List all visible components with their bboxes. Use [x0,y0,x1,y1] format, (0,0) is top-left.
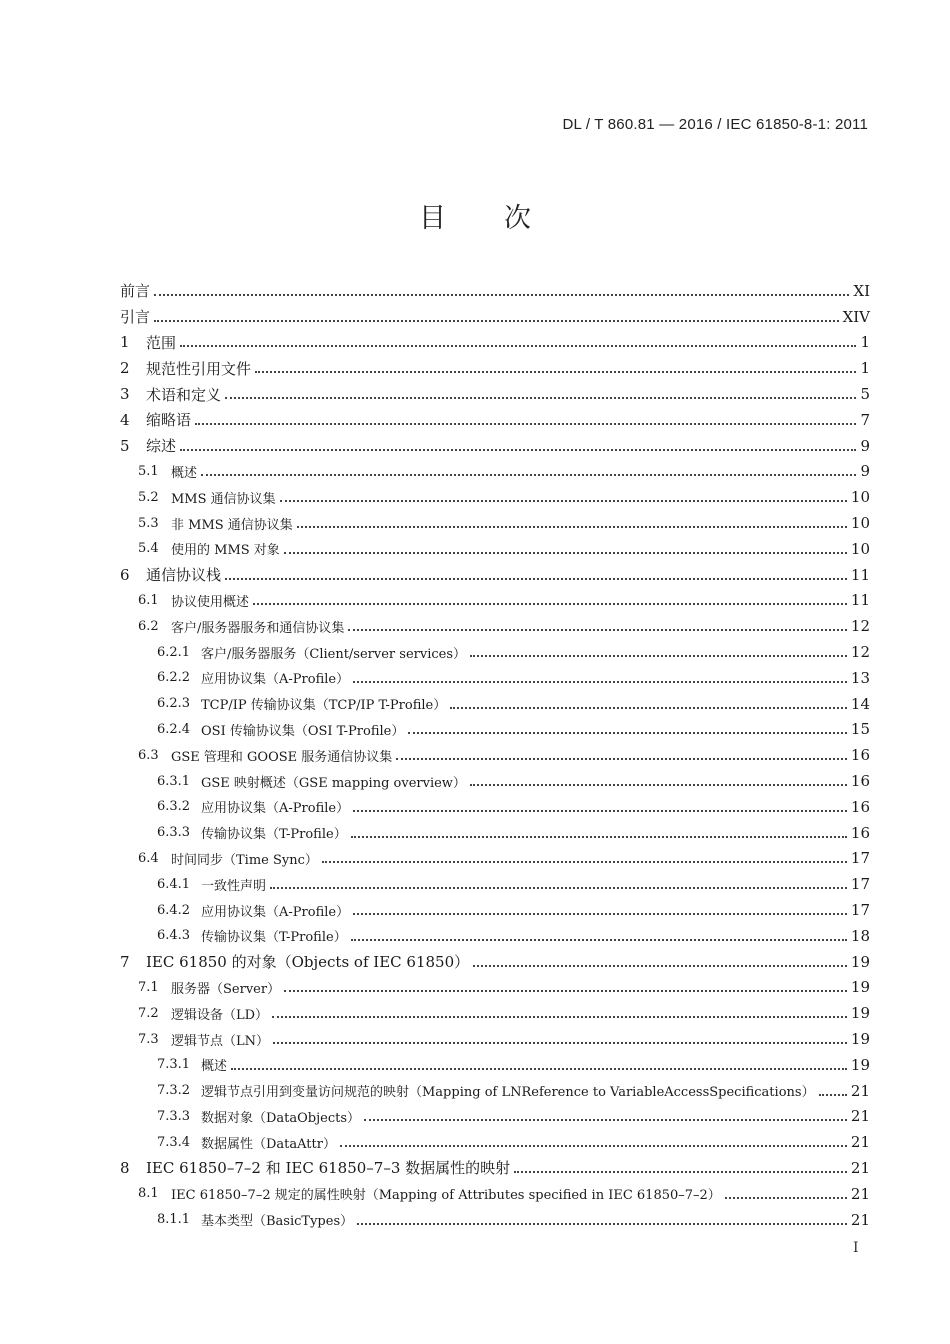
toc-entry-number: 6.2.3 [157,696,191,712]
toc-entry-label: 逻辑设备（LD） [171,1007,269,1023]
toc-entry-number: 4 [120,410,130,429]
toc-entry-number: 6.2.2 [157,670,191,686]
toc-entry-page: 10 [850,539,870,558]
toc-leader-dots [408,732,847,734]
toc-entry[interactable] [120,407,870,433]
toc-entry-page: 14 [850,694,870,713]
toc-entry[interactable] [120,588,870,614]
toc-leader-dots [201,474,856,476]
toc-leader-dots [353,913,847,915]
toc-leader-dots [725,1197,847,1199]
toc-entry-label: 数据对象（DataObjects） [201,1110,361,1126]
toc-entry-label: 引言 [120,308,151,327]
toc-entry-number: 6.4 [138,850,159,866]
toc-entry-page: 12 [850,643,870,662]
toc-entry-label: 传输协议集（T-Profile） [201,930,347,946]
toc-entry[interactable] [120,304,870,330]
toc-entry-number: 7.3.4 [157,1134,191,1150]
toc-leader-dots [357,1223,847,1225]
toc-entry-number: 7.2 [138,1005,159,1021]
toc-leader-dots [284,552,847,554]
toc-entry-page: 10 [850,488,870,507]
page-number: I [853,1240,859,1256]
toc-leader-dots [340,1145,847,1147]
toc-leader-dots [195,423,856,425]
toc-entry[interactable] [120,691,870,717]
toc-leader-dots [225,578,847,580]
toc-entry-page: XIV [842,307,870,326]
toc-entry-label: 一致性声明 [201,878,267,894]
toc-entry-page: 17 [850,849,870,868]
toc-entry-page: 12 [850,617,870,636]
toc-leader-dots [253,603,847,605]
toc-entry-number: 8.1.1 [157,1212,191,1228]
toc-entry-number: 7.1 [138,979,159,995]
toc-leader-dots [351,939,847,941]
toc-leader-dots [450,707,847,709]
toc-entry[interactable] [120,1078,870,1104]
toc-leader-dots [284,990,847,992]
toc-entry-label: IEC 61850 的对象（Objects of IEC 61850） [146,953,470,972]
toc-entry[interactable] [120,1155,870,1181]
page-title: 目次 [419,203,589,234]
toc-entry-label: 客户/服务器服务和通信协议集 [171,620,345,636]
toc-entry-number: 6 [120,565,130,584]
toc-entry-label: GSE 管理和 GOOSE 服务通信协议集 [171,749,393,765]
toc-entry[interactable] [120,949,870,975]
toc-entry-page: 21 [850,1184,870,1203]
toc-leader-dots [231,1068,847,1070]
toc-leader-dots [353,681,847,683]
toc-entry-page: 1 [860,359,870,378]
toc-leader-dots [353,810,847,812]
toc-leader-dots [297,526,847,528]
toc-entry-label: 概述 [171,465,198,481]
toc-leader-dots [180,345,856,347]
toc-entry[interactable] [120,871,870,897]
toc-leader-dots [470,784,847,786]
toc-entry[interactable] [120,484,870,510]
toc-entry-number: 8.1 [138,1186,159,1202]
toc-entry[interactable] [120,639,870,665]
toc-leader-dots [514,1171,847,1173]
toc-entry[interactable] [120,562,870,588]
toc-entry-number: 8 [120,1158,130,1177]
toc-leader-dots [351,836,847,838]
toc-entry-page: 15 [850,720,870,739]
toc-entry[interactable] [120,536,870,562]
toc-entry-label: 服务器（Server） [171,981,281,997]
toc-entry-label: 应用协议集（A-Profile） [201,904,350,920]
toc-entry[interactable] [120,1129,870,1155]
toc-leader-dots [180,449,856,451]
toc-entry[interactable] [120,1000,870,1026]
toc-entry-label: IEC 61850–7–2 和 IEC 61850–7–3 数据属性的映射 [146,1159,511,1178]
toc-entry-page: 1 [860,333,870,352]
toc-entry-page: 19 [850,978,870,997]
toc-entry[interactable] [120,330,870,356]
toc-leader-dots [470,655,847,657]
toc-leader-dots [255,371,856,373]
toc-entry-label: OSI 传输协议集（OSI T-Profile） [201,723,405,739]
toc-entry-number: 6.3.1 [157,773,191,789]
toc-entry-page: 19 [850,1055,870,1074]
toc-leader-dots [154,320,839,322]
toc-entry[interactable] [120,1052,870,1078]
toc-entry-page: 5 [860,385,870,404]
toc-entry[interactable] [120,717,870,743]
toc-entry-number: 6.3.3 [157,825,191,841]
toc-entry-number: 7.3.2 [157,1083,191,1099]
toc-leader-dots [396,758,847,760]
toc-entry[interactable] [120,459,870,485]
toc-entry-number: 7.3.1 [157,1057,191,1073]
toc-entry-number: 5.4 [138,541,159,557]
toc-entry-page: 19 [850,1004,870,1023]
toc-entry[interactable] [120,846,870,872]
toc-leader-dots [348,629,847,631]
toc-entry-number: 6.3.2 [157,799,191,815]
toc-entry-label: 时间同步（Time Sync） [171,852,318,868]
toc-entry[interactable] [120,742,870,768]
toc-entry[interactable] [120,975,870,1001]
toc-entry-label: 术语和定义 [146,385,222,404]
toc-entry[interactable] [120,923,870,949]
toc-entry-label: 使用的 MMS 对象 [171,543,280,559]
toc-entry-number: 5.1 [138,463,159,479]
toc-entry-label: IEC 61850–7–2 规定的属性映射（Mapping of Attributes specified in IEC 61850–7–2） [171,1188,721,1204]
toc-entry[interactable] [120,613,870,639]
toc-entry[interactable] [120,665,870,691]
toc-entry-label: TCP/IP 传输协议集（TCP/IP T-Profile） [201,698,447,714]
toc-entry-label: 基本类型（BasicTypes） [201,1214,354,1230]
toc-entry-number: 6.2 [138,618,159,634]
toc-entry-number: 5 [120,436,130,455]
toc-entry-page: 16 [850,823,870,842]
toc-entry[interactable] [120,1181,870,1207]
toc-entry-label: 应用协议集（A-Profile） [201,801,350,817]
toc-leader-dots [280,500,847,502]
toc-entry[interactable] [120,433,870,459]
toc-entry-page: 21 [850,1081,870,1100]
toc-entry-page: 13 [850,668,870,687]
toc-entry[interactable] [120,820,870,846]
toc-entry-label: 非 MMS 通信协议集 [171,517,293,533]
toc-entry-page: 17 [850,875,870,894]
toc-leader-dots [270,887,847,889]
toc-entry-number: 5.3 [138,515,159,531]
toc-entry-label: 通信协议栈 [146,566,222,585]
toc-entry-page: 17 [850,901,870,920]
toc-leader-dots [272,1016,847,1018]
toc-entry-number: 6.3 [138,747,159,763]
toc-entry-number: 6.4.2 [157,902,191,918]
toc-leader-dots [273,1042,847,1044]
toc-entry[interactable] [120,381,870,407]
toc-entry-label: 规范性引用文件 [146,359,252,378]
toc-entry-page: 21 [850,1158,870,1177]
toc-entry[interactable] [120,1207,870,1233]
toc-entry-label: 逻辑节点（LN） [171,1033,270,1049]
toc-entry-page: 11 [850,591,870,610]
toc-entry-label: 缩略语 [146,411,192,430]
toc-entry-label: 前言 [120,282,151,301]
toc-entry-number: 6.4.1 [157,876,191,892]
toc-leader-dots [819,1094,847,1096]
toc-entry[interactable] [120,794,870,820]
toc-entry-label: 客户/服务器服务（Client/server services） [201,646,467,662]
toc-leader-dots [322,861,847,863]
toc-entry-page: 19 [850,1030,870,1048]
toc-entry[interactable] [120,1026,870,1052]
toc-entry-page: 16 [850,772,870,791]
toc-entry-page: 18 [850,926,870,945]
toc-entry-label: 综述 [146,437,177,456]
toc-entry-page: XI [853,281,870,300]
toc-entry-label: GSE 映射概述（GSE mapping overview） [201,775,466,791]
toc-entry-page: 16 [850,746,870,765]
toc-entry-number: 6.2.1 [157,644,191,660]
standard-code-header: DL / T 860.81 — 2016 / IEC 61850-8-1: 2011 [562,116,868,133]
toc-entry[interactable] [120,510,870,536]
toc-entry-number: 7.3.3 [157,1108,191,1124]
toc-entry-label: MMS 通信协议集 [171,491,276,507]
toc-entry-number: 5.2 [138,489,159,505]
toc-entry[interactable] [120,1104,870,1130]
toc-entry-number: 6.1 [138,592,159,608]
toc-entry-label: 协议使用概述 [171,594,250,610]
toc-entry-page: 7 [860,410,870,429]
toc-entry-number: 6.4.3 [157,928,191,944]
toc-entry-number: 7.3 [138,1031,159,1047]
toc-entry-label: 概述 [201,1059,228,1075]
toc-entry-number: 7 [120,952,130,971]
toc-entry-label: 应用协议集（A-Profile） [201,672,350,688]
toc-entry-label: 逻辑节点引用到变量访问规范的映射（Mapping of LNReference to VariableAccessSpecifications） [201,1085,815,1101]
toc-entry-label: 传输协议集（T-Profile） [201,827,347,843]
toc-entry-page: 19 [850,952,870,971]
toc-entry-page: 10 [850,514,870,533]
toc-entry-number: 3 [120,385,130,404]
toc-entry[interactable] [120,278,870,304]
toc-leader-dots [225,397,856,399]
toc-entry-number: 2 [120,359,130,378]
toc-entry[interactable] [120,355,870,381]
table-of-contents [120,278,870,1232]
toc-leader-dots [473,965,847,967]
toc-entry-label: 范围 [146,333,177,352]
toc-entry[interactable] [120,897,870,923]
toc-entry-page: 9 [860,436,870,455]
toc-entry-page: 9 [860,462,870,481]
toc-leader-dots [364,1119,847,1121]
toc-entry-number: 1 [120,333,130,352]
toc-leader-dots [154,294,849,296]
toc-entry-page: 16 [850,797,870,816]
toc-entry-page: 21 [850,1133,870,1152]
toc-entry-page: 21 [850,1107,870,1126]
toc-entry-number: 6.2.4 [157,721,191,737]
toc-entry-label: 数据属性（DataAttr） [201,1136,336,1152]
toc-entry-page: 11 [850,565,870,584]
toc-entry-page: 21 [850,1210,870,1229]
toc-entry[interactable] [120,768,870,794]
